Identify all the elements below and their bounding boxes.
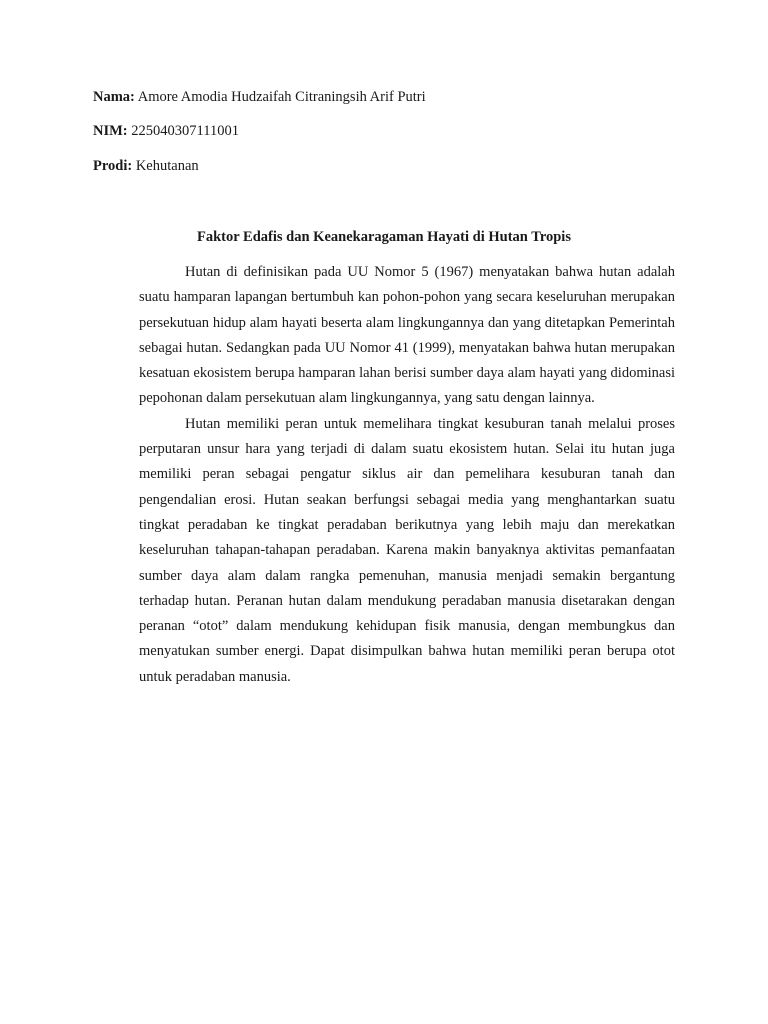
- study-program-line: [93, 157, 199, 175]
- student-name-label: Nama:: [93, 89, 135, 105]
- student-id-label: NIM:: [93, 123, 128, 139]
- body-paragraph-2: Hutan memiliki peran untuk memelihara tingkat kesuburan tanah melalui proses perputaran unsur hara yang terjadi di dalam suatu ekosistem hutan. Selai itu hutan juga memiliki peran sebagai pengatur siklus air dan pemelihara kesuburan tanah dan pengendalian erosi. Hutan seakan berfungsi sebagai media yang menghantarkan suatu tingkat peradaban ke tingkat peradaban berikutnya yang lebih maju dan merekatkan keseluruhan tahapan-tahapan peradaban. Karena makin banyaknya aktivitas pemanfaatan sumber daya alam dalam rangka pemenuhan, manusia menjadi semakin bergantung terhadap hutan. Peranan hutan dalam mendukung peradaban manusia disetarakan dengan peranan “otot” dalam mendukung kehidupan fisik manusia, dengan membungkus dan menyatukan sumber energi. Dapat disimpulkan bahwa hutan memiliki peran berupa otot untuk peradaban manusia.: [139, 415, 675, 685]
- student-name-value: Amore Amodia Hudzaifah Citraningsih Arif Putri: [137, 89, 426, 105]
- study-program-value: Kehutanan: [135, 158, 199, 174]
- body-paragraph-1: Hutan di definisikan pada UU Nomor 5 (1967) menyatakan bahwa hutan adalah suatu hamparan lapangan bertumbuh kan pohon-pohon yang secara keseluruhan merupakan persekutuan hidup alam hayati beserta alam lingkungannya dan yang ditetapkan Pemerintah sebagai hutan. Sedangkan pada UU Nomor 41 (1999), menyatakan bahwa hutan merupakan kesatuan ekosistem berupa hamparan lahan berisi sumber daya alam hayati yang didominasi pepohonan dalam persekutuan alam lingkungannya, yang satu dengan lainnya.: [139, 264, 675, 407]
- study-program-label: Prodi:: [93, 158, 133, 174]
- student-id-line: [93, 122, 239, 140]
- document-title: Faktor Edafis dan Keanekaragaman Hayati di Hutan Tropis: [197, 229, 571, 245]
- student-id-value: 225040307111001: [131, 123, 239, 139]
- document-body: [139, 260, 675, 690]
- student-name-line: [93, 88, 426, 106]
